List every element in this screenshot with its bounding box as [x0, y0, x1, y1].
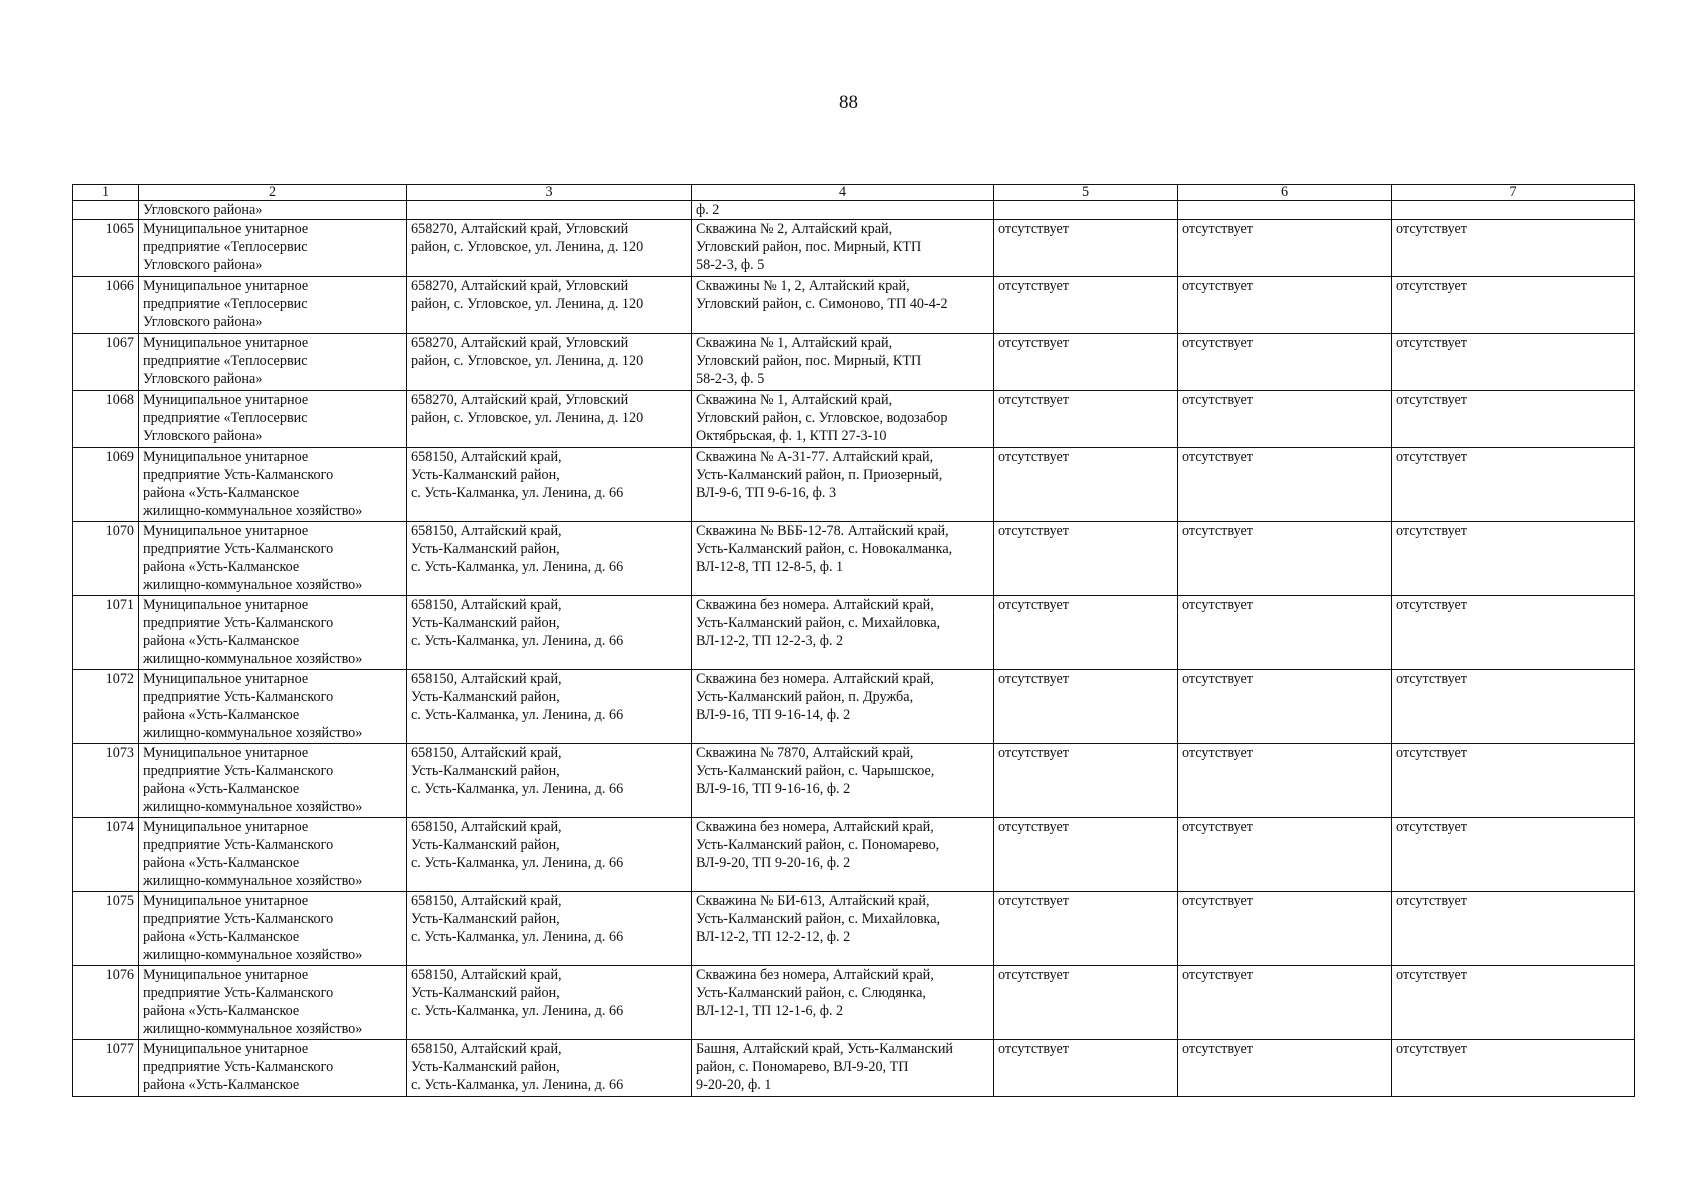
org-line: предприятие Усть-Калманского [143, 467, 334, 483]
col5-text: отсутствует [998, 523, 1069, 539]
object-line: Скважина без номера, Алтайский край, [696, 967, 934, 983]
cell-col6 [1178, 201, 1392, 220]
row-number-text: 1073 [105, 745, 134, 761]
org-line: предприятие Усть-Калманского [143, 985, 334, 1001]
org-line: жилищно-коммунальное хозяйство» [143, 1021, 363, 1037]
object-line: ВЛ-9-16, ТП 9-16-16, ф. 2 [696, 781, 851, 797]
object-line: район, с. Пономарево, ВЛ-9-20, ТП [696, 1059, 909, 1075]
table-row [73, 277, 1635, 334]
object-line: ВЛ-9-6, ТП 9-6-16, ф. 3 [696, 485, 837, 501]
cell-col7 [1392, 818, 1635, 892]
address-line: Усть-Калманский район, [411, 985, 560, 1001]
column-header-7: 7 [1392, 185, 1635, 201]
cell-num [73, 522, 139, 596]
column-header-1: 1 [73, 185, 139, 201]
col6-text: отсутствует [1182, 335, 1253, 351]
object-line: Скважина без номера. Алтайский край, [696, 671, 934, 687]
column-header-4: 4 [692, 185, 994, 201]
row-number-text: 1070 [105, 523, 134, 539]
cell-org [139, 201, 407, 220]
org-line: Угловского района» [143, 202, 263, 218]
address-line: Усть-Калманский район, [411, 615, 560, 631]
object-line: ВЛ-12-1, ТП 12-1-6, ф. 2 [696, 1003, 844, 1019]
address-line: район, с. Угловское, ул. Ленина, д. 120 [411, 410, 644, 426]
cell-address [407, 596, 692, 670]
table-row [73, 892, 1635, 966]
cell-object [692, 1040, 994, 1097]
table-row [73, 596, 1635, 670]
address-line: 658270, Алтайский край, Угловский [411, 278, 629, 294]
cell-address [407, 522, 692, 596]
org-line: Муниципальное унитарное [143, 597, 309, 613]
cell-org [139, 966, 407, 1040]
cell-col5 [994, 966, 1178, 1040]
col7-text: отсутствует [1396, 745, 1467, 761]
org-line: предприятие Усть-Калманского [143, 541, 334, 557]
cell-num [73, 391, 139, 448]
cell-col6 [1178, 892, 1392, 966]
col7-text: отсутствует [1396, 523, 1467, 539]
cell-col7 [1392, 334, 1635, 391]
cell-address [407, 277, 692, 334]
cell-col5 [994, 744, 1178, 818]
org-line: района «Усть-Калманское [143, 633, 300, 649]
cell-col5 [994, 1040, 1178, 1097]
col5-text: отсутствует [998, 335, 1069, 351]
object-line: Угловский район, с. Угловское, водозабор [696, 410, 948, 426]
column-header-2: 2 [139, 185, 407, 201]
org-line: Угловского района» [143, 428, 263, 444]
row-number-text: 1072 [105, 671, 134, 687]
object-line: ВЛ-9-16, ТП 9-16-14, ф. 2 [696, 707, 851, 723]
page-number: 88 [839, 92, 858, 113]
object-line: Усть-Калманский район, с. Пономарево, [696, 837, 940, 853]
org-line: предприятие Усть-Калманского [143, 615, 334, 631]
cell-num [73, 201, 139, 220]
cell-col6 [1178, 522, 1392, 596]
org-line: предприятие «Теплосервис [143, 296, 308, 312]
cell-object [692, 391, 994, 448]
col6-text: отсутствует [1182, 597, 1253, 613]
org-line: предприятие Усть-Калманского [143, 837, 334, 853]
cell-object [692, 334, 994, 391]
address-line: 658150, Алтайский край, [411, 893, 562, 909]
object-line: Скважина № 1, Алтайский край, [696, 335, 893, 351]
cell-address [407, 818, 692, 892]
object-line: Угловский район, пос. Мирный, КТП [696, 353, 922, 369]
col7-text: отсутствует [1396, 967, 1467, 983]
object-line: Усть-Калманский район, с. Михайловка, [696, 911, 941, 927]
object-line: Скважина № 7870, Алтайский край, [696, 745, 914, 761]
cell-num [73, 892, 139, 966]
org-line: Муниципальное унитарное [143, 392, 309, 408]
address-line: с. Усть-Калманка, ул. Ленина, д. 66 [411, 707, 624, 723]
cell-org [139, 522, 407, 596]
cell-col5 [994, 448, 1178, 522]
object-line: Усть-Калманский район, с. Новокалманка, [696, 541, 953, 557]
col7-text: отсутствует [1396, 278, 1467, 294]
col6-text: отсутствует [1182, 449, 1253, 465]
cell-col5 [994, 277, 1178, 334]
address-line: с. Усть-Калманка, ул. Ленина, д. 66 [411, 781, 624, 797]
object-line: Скважина № БИ-613, Алтайский край, [696, 893, 930, 909]
row-number-text: 1076 [105, 967, 134, 983]
row-number-text: 1067 [105, 335, 134, 351]
cell-num [73, 966, 139, 1040]
cell-org [139, 818, 407, 892]
cell-col6 [1178, 334, 1392, 391]
row-number-text: 1066 [105, 278, 134, 294]
cell-address [407, 966, 692, 1040]
object-line: Усть-Калманский район, п. Приозерный, [696, 467, 943, 483]
col6-text: отсутствует [1182, 221, 1253, 237]
cell-address [407, 744, 692, 818]
object-line: ВЛ-9-20, ТП 9-20-16, ф. 2 [696, 855, 851, 871]
cell-col6 [1178, 818, 1392, 892]
org-line: района «Усть-Калманское [143, 485, 300, 501]
cell-object [692, 744, 994, 818]
object-line: Скважина без номера, Алтайский край, [696, 819, 934, 835]
col6-text: отсутствует [1182, 1041, 1253, 1057]
org-line: Угловского района» [143, 257, 263, 273]
table-row [73, 670, 1635, 744]
col7-text: отсутствует [1396, 449, 1467, 465]
address-line: с. Усть-Калманка, ул. Ленина, д. 66 [411, 1003, 624, 1019]
org-line: района «Усть-Калманское [143, 559, 300, 575]
col6-text: отсутствует [1182, 671, 1253, 687]
column-header-5: 5 [994, 185, 1178, 201]
address-line: 658150, Алтайский край, [411, 967, 562, 983]
col6-text: отсутствует [1182, 745, 1253, 761]
object-line: Скважина без номера. Алтайский край, [696, 597, 934, 613]
cell-col7 [1392, 277, 1635, 334]
cell-object [692, 201, 994, 220]
address-line: 658150, Алтайский край, [411, 671, 562, 687]
address-line: с. Усть-Калманка, ул. Ленина, д. 66 [411, 633, 624, 649]
col6-text: отсутствует [1182, 819, 1253, 835]
org-line: Муниципальное унитарное [143, 893, 309, 909]
object-line: Угловский район, пос. Мирный, КТП [696, 239, 922, 255]
org-line: жилищно-коммунальное хозяйство» [143, 873, 363, 889]
org-line: жилищно-коммунальное хозяйство» [143, 503, 363, 519]
object-line: Скважины № 1, 2, Алтайский край, [696, 278, 910, 294]
org-line: предприятие «Теплосервис [143, 353, 308, 369]
cell-col7 [1392, 201, 1635, 220]
org-line: жилищно-коммунальное хозяйство» [143, 651, 363, 667]
org-line: Муниципальное унитарное [143, 671, 309, 687]
cell-num [73, 334, 139, 391]
col5-text: отсутствует [998, 221, 1069, 237]
org-line: Муниципальное унитарное [143, 967, 309, 983]
cell-address [407, 892, 692, 966]
col5-text: отсутствует [998, 671, 1069, 687]
object-line: 58-2-3, ф. 5 [696, 257, 765, 273]
col5-text: отсутствует [998, 819, 1069, 835]
address-line: с. Усть-Калманка, ул. Ленина, д. 66 [411, 855, 624, 871]
table-row [73, 1040, 1635, 1097]
cell-col5 [994, 334, 1178, 391]
cell-col7 [1392, 522, 1635, 596]
table-row [73, 391, 1635, 448]
cell-object [692, 596, 994, 670]
col5-text: отсутствует [998, 392, 1069, 408]
cell-col6 [1178, 670, 1392, 744]
col6-text: отсутствует [1182, 967, 1253, 983]
col5-text: отсутствует [998, 449, 1069, 465]
org-line: района «Усть-Калманское [143, 855, 300, 871]
col5-text: отсутствует [998, 1041, 1069, 1057]
cell-object [692, 966, 994, 1040]
org-line: Муниципальное унитарное [143, 523, 309, 539]
cell-address [407, 670, 692, 744]
object-line: ф. 2 [696, 202, 720, 218]
table-row [73, 744, 1635, 818]
cell-col5 [994, 391, 1178, 448]
cell-object [692, 277, 994, 334]
object-line: 9-20-20, ф. 1 [696, 1077, 772, 1093]
org-line: Муниципальное унитарное [143, 745, 309, 761]
cell-address [407, 448, 692, 522]
cell-num [73, 744, 139, 818]
cell-col5 [994, 596, 1178, 670]
cell-object [692, 818, 994, 892]
address-line: Усть-Калманский район, [411, 837, 560, 853]
cell-num [73, 818, 139, 892]
col7-text: отсутствует [1396, 1041, 1467, 1057]
address-line: Усть-Калманский район, [411, 911, 560, 927]
org-line: Муниципальное унитарное [143, 335, 309, 351]
address-line: Усть-Калманский район, [411, 689, 560, 705]
org-line: жилищно-коммунальное хозяйство» [143, 799, 363, 815]
cell-num [73, 220, 139, 277]
org-line: района «Усть-Калманское [143, 707, 300, 723]
cell-org [139, 448, 407, 522]
address-line: с. Усть-Калманка, ул. Ленина, д. 66 [411, 1077, 624, 1093]
object-line: Скважина № ВББ-12-78. Алтайский край, [696, 523, 949, 539]
address-line: 658150, Алтайский край, [411, 745, 562, 761]
org-line: района «Усть-Калманское [143, 1003, 300, 1019]
col5-text: отсутствует [998, 278, 1069, 294]
org-line: предприятие Усть-Калманского [143, 1059, 334, 1075]
cell-col7 [1392, 670, 1635, 744]
org-line: Угловского района» [143, 314, 263, 330]
table-row [73, 966, 1635, 1040]
col6-text: отсутствует [1182, 893, 1253, 909]
address-line: 658150, Алтайский край, [411, 449, 562, 465]
col6-text: отсутствует [1182, 392, 1253, 408]
org-line: жилищно-коммунальное хозяйство» [143, 577, 363, 593]
org-line: Муниципальное унитарное [143, 221, 309, 237]
col5-text: отсутствует [998, 745, 1069, 761]
cell-org [139, 1040, 407, 1097]
col7-text: отсутствует [1396, 893, 1467, 909]
object-line: Усть-Калманский район, п. Дружба, [696, 689, 914, 705]
address-line: 658270, Алтайский край, Угловский [411, 221, 629, 237]
cell-address [407, 1040, 692, 1097]
org-line: жилищно-коммунальное хозяйство» [143, 725, 363, 741]
object-line: Башня, Алтайский край, Усть-Калманский [696, 1041, 954, 1057]
cell-col5 [994, 522, 1178, 596]
cell-col7 [1392, 448, 1635, 522]
object-line: Усть-Калманский район, с. Михайловка, [696, 615, 941, 631]
org-line: района «Усть-Калманское [143, 929, 300, 945]
cell-num [73, 670, 139, 744]
cell-col7 [1392, 892, 1635, 966]
cell-org [139, 670, 407, 744]
object-line: Усть-Калманский район, с. Слюдянка, [696, 985, 926, 1001]
org-line: предприятие Усть-Калманского [143, 689, 334, 705]
object-line: Скважина № 2, Алтайский край, [696, 221, 893, 237]
org-line: района «Усть-Калманское [143, 1077, 300, 1093]
cell-col7 [1392, 1040, 1635, 1097]
cell-org [139, 277, 407, 334]
col5-text: отсутствует [998, 597, 1069, 613]
col6-text: отсутствует [1182, 278, 1253, 294]
address-line: район, с. Угловское, ул. Ленина, д. 120 [411, 296, 644, 312]
row-number-text: 1068 [105, 392, 134, 408]
cell-address [407, 220, 692, 277]
cell-col5 [994, 201, 1178, 220]
continuation-row [73, 201, 1635, 220]
cell-object [692, 522, 994, 596]
cell-num [73, 596, 139, 670]
cell-col6 [1178, 391, 1392, 448]
cell-col6 [1178, 596, 1392, 670]
org-line: жилищно-коммунальное хозяйство» [143, 947, 363, 963]
cell-object [692, 220, 994, 277]
col7-text: отсутствует [1396, 671, 1467, 687]
address-line: район, с. Угловское, ул. Ленина, д. 120 [411, 239, 644, 255]
cell-col5 [994, 818, 1178, 892]
object-line: ВЛ-12-2, ТП 12-2-3, ф. 2 [696, 633, 844, 649]
row-number-text: 1065 [105, 221, 134, 237]
cell-org [139, 596, 407, 670]
org-line: предприятие «Теплосервис [143, 239, 308, 255]
header-row [73, 185, 1635, 201]
cell-col6 [1178, 277, 1392, 334]
object-line: ВЛ-12-2, ТП 12-2-12, ф. 2 [696, 929, 851, 945]
org-line: Муниципальное унитарное [143, 449, 309, 465]
address-line: с. Усть-Калманка, ул. Ленина, д. 66 [411, 929, 624, 945]
address-line: Усть-Калманский район, [411, 1059, 560, 1075]
cell-col7 [1392, 596, 1635, 670]
address-line: с. Усть-Калманка, ул. Ленина, д. 66 [411, 559, 624, 575]
cell-org [139, 892, 407, 966]
cell-num [73, 1040, 139, 1097]
cell-org [139, 391, 407, 448]
org-line: района «Усть-Калманское [143, 781, 300, 797]
org-line: Муниципальное унитарное [143, 1041, 309, 1057]
col7-text: отсутствует [1396, 597, 1467, 613]
cell-col5 [994, 670, 1178, 744]
org-line: Угловского района» [143, 371, 263, 387]
col5-text: отсутствует [998, 893, 1069, 909]
cell-col7 [1392, 391, 1635, 448]
table-row [73, 522, 1635, 596]
address-line: 658270, Алтайский край, Угловский [411, 335, 629, 351]
cell-address [407, 334, 692, 391]
cell-col7 [1392, 966, 1635, 1040]
cell-org [139, 220, 407, 277]
row-number-text: 1075 [105, 893, 134, 909]
cell-col6 [1178, 744, 1392, 818]
table-row [73, 448, 1635, 522]
column-header-3: 3 [407, 185, 692, 201]
cell-object [692, 670, 994, 744]
object-line: 58-2-3, ф. 5 [696, 371, 765, 387]
org-line: Муниципальное унитарное [143, 819, 309, 835]
registry-table [72, 184, 1635, 1097]
cell-org [139, 744, 407, 818]
cell-object [692, 892, 994, 966]
col7-text: отсутствует [1396, 221, 1467, 237]
cell-col6 [1178, 448, 1392, 522]
object-line: Усть-Калманский район, с. Чарышское, [696, 763, 935, 779]
cell-address [407, 201, 692, 220]
col7-text: отсутствует [1396, 335, 1467, 351]
table-row [73, 220, 1635, 277]
org-line: предприятие Усть-Калманского [143, 911, 334, 927]
table-body [73, 201, 1635, 1097]
address-line: 658270, Алтайский край, Угловский [411, 392, 629, 408]
object-line: Скважина № 1, Алтайский край, [696, 392, 893, 408]
row-number-text: 1074 [105, 819, 134, 835]
row-number-text: 1077 [105, 1041, 134, 1057]
address-line: 658150, Алтайский край, [411, 819, 562, 835]
address-line: 658150, Алтайский край, [411, 523, 562, 539]
cell-col5 [994, 220, 1178, 277]
org-line: предприятие «Теплосервис [143, 410, 308, 426]
cell-col5 [994, 892, 1178, 966]
object-line: Угловский район, с. Симоново, ТП 40-4-2 [696, 296, 948, 312]
cell-col6 [1178, 966, 1392, 1040]
address-line: с. Усть-Калманка, ул. Ленина, д. 66 [411, 485, 624, 501]
org-line: предприятие Усть-Калманского [143, 763, 334, 779]
org-line: Муниципальное унитарное [143, 278, 309, 294]
col7-text: отсутствует [1396, 819, 1467, 835]
object-line: ВЛ-12-8, ТП 12-8-5, ф. 1 [696, 559, 844, 575]
row-number-text: 1069 [105, 449, 134, 465]
table-row [73, 818, 1635, 892]
cell-col6 [1178, 1040, 1392, 1097]
cell-object [692, 448, 994, 522]
cell-num [73, 277, 139, 334]
object-line: Октябрьская, ф. 1, КТП 27-3-10 [696, 428, 887, 444]
address-line: район, с. Угловское, ул. Ленина, д. 120 [411, 353, 644, 369]
address-line: 658150, Алтайский край, [411, 597, 562, 613]
cell-col7 [1392, 744, 1635, 818]
address-line: Усть-Калманский район, [411, 467, 560, 483]
table-row [73, 334, 1635, 391]
col7-text: отсутствует [1396, 392, 1467, 408]
cell-num [73, 448, 139, 522]
cell-address [407, 391, 692, 448]
address-line: Усть-Калманский район, [411, 763, 560, 779]
cell-col6 [1178, 220, 1392, 277]
row-number-text: 1071 [105, 597, 134, 613]
address-line: Усть-Калманский район, [411, 541, 560, 557]
col5-text: отсутствует [998, 967, 1069, 983]
object-line: Скважина № А-31-77. Алтайский край, [696, 449, 934, 465]
address-line: 658150, Алтайский край, [411, 1041, 562, 1057]
cell-org [139, 334, 407, 391]
cell-col7 [1392, 220, 1635, 277]
column-header-6: 6 [1178, 185, 1392, 201]
col6-text: отсутствует [1182, 523, 1253, 539]
